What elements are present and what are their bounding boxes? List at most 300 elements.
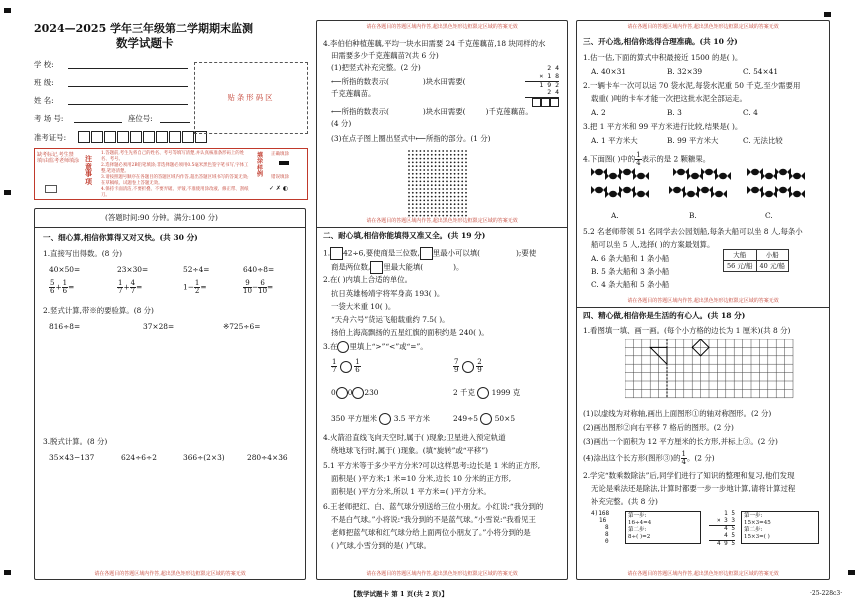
dot (442, 200, 444, 202)
dot (439, 196, 441, 198)
dot (427, 215, 429, 217)
candy-icon (633, 189, 649, 199)
q4-part1: (1)把竖式补充完整。(2 分) (331, 63, 421, 72)
dot (465, 158, 467, 160)
dot (465, 184, 467, 186)
dot (450, 158, 452, 160)
dot (431, 154, 433, 156)
arrow-icon: ⟵ (415, 134, 426, 143)
choice-1-c[interactable]: C. 54×41 (743, 67, 779, 76)
division-steps: 第一步: 16÷4=4 第二步: 8÷( )=2 (625, 511, 701, 544)
dot (427, 150, 429, 152)
dot (435, 192, 437, 194)
choice-5-c[interactable]: C. 4 条大船和 5 条小船 (591, 280, 670, 289)
dot (431, 184, 433, 186)
choice-3-b[interactable]: B. 99 平方米大 (667, 136, 719, 145)
q2-title: 2.竖式计算,带※的要验算。(8 分) (43, 306, 154, 315)
dot (458, 188, 460, 190)
dot (412, 192, 414, 194)
dot (461, 203, 463, 205)
dot (442, 192, 444, 194)
dot (408, 203, 410, 205)
dot (465, 173, 467, 175)
dot (465, 169, 467, 171)
dot (458, 215, 460, 217)
dot (423, 169, 425, 171)
q1-fraction-item: 1− $\frac{1}{2}$ = (183, 279, 207, 295)
dot (427, 169, 429, 171)
dot (435, 165, 437, 167)
dot (439, 154, 441, 156)
dot (454, 196, 456, 198)
section-4-title: 四、精心做,相信你是生活的有心人。(共 18 分) (583, 311, 746, 320)
dot (461, 154, 463, 156)
divider (35, 227, 305, 228)
corner-mark (4, 8, 11, 13)
dot (423, 181, 425, 183)
compare-item: 0 0 230 (331, 388, 379, 397)
dot (431, 196, 433, 198)
draw-1: 1.看图填一填、画一画。(每个小方格的边长为 1 厘米)(共 8 分) (583, 326, 791, 335)
dot (465, 211, 467, 213)
dot (450, 154, 452, 156)
seat-field[interactable] (160, 122, 190, 123)
choice-3: 3.把 1 平方米和 99 平方米进行比较,结果是( )。 (583, 122, 743, 131)
dot (461, 211, 463, 213)
class-field[interactable] (68, 86, 188, 87)
dot (446, 203, 448, 205)
draw-1-2: (2)画出图形②向右平移 7 格后的图形。(2 分) (583, 423, 734, 432)
dot (442, 184, 444, 186)
dot (420, 162, 422, 164)
q3-item: 624÷6÷2 (121, 453, 157, 462)
fill-6d: ( )气球,小雪分到的是( )气球。 (331, 541, 431, 550)
choice-2-a[interactable]: A. 2 (591, 108, 606, 117)
dot (408, 184, 410, 186)
arrow-icon: ⟵ (331, 77, 342, 86)
choice-4-b[interactable]: B. (689, 211, 697, 220)
q1-item: 640÷8= (243, 265, 275, 274)
dot (408, 177, 410, 179)
dot (431, 192, 433, 194)
choice-4: 4.下面图( )中的 $\frac{1}{4}$ 表示的是 2 颗糖果。 (583, 151, 711, 167)
dot (420, 158, 422, 160)
q2-item: ※725÷6= (223, 322, 261, 331)
choice-5-b[interactable]: B. 5 条大船和 3 条小船 (591, 267, 670, 276)
dot (450, 207, 452, 209)
exam-subtitle: 数学试题卡 (116, 36, 174, 50)
dot (458, 207, 460, 209)
dot (465, 188, 467, 190)
absent-note: 缺考标记,考生禁填!由监考老师填涂 (37, 152, 80, 165)
choice-1-a[interactable]: A. 40×31 (591, 67, 627, 76)
fill-wrong-sample: ✓ ✗ ◐ (269, 185, 289, 192)
fill-2a: 抗日英雄杨靖宇将军身高 193( )。 (331, 289, 445, 298)
dot (439, 169, 441, 171)
border-note: 请在各题目的答题区域内作答,超出黑色矩形边框限定区域的答案无效 (94, 570, 246, 577)
fill-wrong: 错误填涂 (271, 175, 289, 180)
corner-mark (848, 570, 855, 575)
dot (461, 184, 463, 186)
dot (423, 184, 425, 186)
dot (435, 203, 437, 205)
dot (435, 188, 437, 190)
dot (435, 207, 437, 209)
dot (461, 165, 463, 167)
fill-5b: 面积是( )平方米;1 米=10 分米,边长 10 分米的正方形, (331, 474, 512, 483)
dot (416, 200, 418, 202)
dot (442, 169, 444, 171)
dot (458, 192, 460, 194)
dot (465, 154, 467, 156)
dot (465, 207, 467, 209)
notice-item: 1.答题前,考生先将自己的姓名、考号等填写清楚,并认真核准条形码上的姓名、考号。 (101, 151, 245, 162)
dot (408, 200, 410, 202)
choice-1-b[interactable]: B. 32×39 (667, 67, 703, 76)
school-field[interactable] (68, 68, 188, 69)
fill-correct: 正确填涂 (271, 152, 289, 157)
draw-1-1: (1)以虚线为对称轴,画出上面图形①的轴对称图形。(2 分) (583, 409, 772, 418)
dot (408, 196, 410, 198)
dot (423, 188, 425, 190)
table-cell: 40 元/船 (756, 261, 789, 272)
dot (423, 211, 425, 213)
dot (423, 162, 425, 164)
dot (435, 184, 437, 186)
dot (442, 165, 444, 167)
q1-title: 1.直接写出得数。(8 分) (43, 249, 122, 258)
dot (423, 196, 425, 198)
dot (412, 173, 414, 175)
notice-item: 3.请按照题号顺序在各题目的答题区域内作答,超出答题区域书写的答案无效;在草稿纸、试题卷上答题无效。 (101, 174, 249, 186)
dot (435, 177, 437, 179)
dot (412, 211, 414, 213)
dot (461, 181, 463, 183)
choice-4-c[interactable]: C. (765, 211, 773, 220)
class-label: 班 级: (34, 78, 54, 87)
dot (442, 188, 444, 190)
dot (412, 162, 414, 164)
dot (439, 207, 441, 209)
dot (423, 192, 425, 194)
dot (408, 173, 410, 175)
dot (412, 169, 414, 171)
dot (427, 207, 429, 209)
admission-label: 准考证号: (34, 133, 67, 142)
dot (461, 215, 463, 217)
q1-item: 23×30= (117, 265, 149, 274)
dot (450, 162, 452, 164)
fill-3: 3.在 里填上“>”“<”或“=”。 (323, 342, 428, 351)
q2-item: 816÷8= (49, 322, 81, 331)
dot (423, 177, 425, 179)
dot (450, 173, 452, 175)
candy-icon (633, 171, 649, 181)
choice-2-c[interactable]: C. 4 (743, 108, 758, 117)
dot (461, 188, 463, 190)
dot-grid (407, 149, 469, 219)
exam-time: (答题时间:90 分钟。满分:100 分) (105, 213, 218, 222)
dot (458, 173, 460, 175)
dot (458, 169, 460, 171)
dot (408, 150, 410, 152)
dot (420, 150, 422, 152)
dot (461, 200, 463, 202)
dot (423, 207, 425, 209)
q4-part3: ⟵所指的数表示( )块水田需要( )千克莲藕苗。 (331, 107, 533, 116)
dot (431, 203, 433, 205)
dot (458, 181, 460, 183)
dot (442, 203, 444, 205)
dot (416, 188, 418, 190)
dot (408, 215, 410, 217)
dot (454, 200, 456, 202)
dot (454, 192, 456, 194)
dot (461, 162, 463, 164)
border-note: 请在各题目的答题区域内作答,超出黑色矩形边框限定区域的答案无效 (366, 570, 518, 577)
dot (416, 169, 418, 171)
seat-label: 座位号: (128, 114, 153, 123)
dot (423, 203, 425, 205)
paper-code: ·25-228c3· (810, 590, 843, 597)
choice-5-a[interactable]: A. 6 条大船和 1 条小船 (591, 254, 670, 263)
dot (465, 150, 467, 152)
compare-item: 249÷5 50×5 (453, 414, 516, 423)
table-header: 大船 (724, 250, 757, 261)
dot (458, 150, 460, 152)
compare-item: 350 平方厘米 3.5 平方米 (331, 414, 431, 423)
border-note: 请在各题目的答题区域内作答,超出黑色矩形边框限定区域的答案无效 (627, 298, 779, 304)
exam-room-field[interactable] (74, 122, 122, 123)
dot (431, 162, 433, 164)
dot (408, 158, 410, 160)
dot (454, 203, 456, 205)
name-field[interactable] (68, 104, 188, 105)
answer-area-1 (34, 208, 306, 580)
notice-strip (34, 148, 308, 200)
q4-part2: ⟵所指的数表示( )块水田需要( (331, 77, 466, 86)
dot (416, 184, 418, 186)
dot (454, 165, 456, 167)
dot (427, 181, 429, 183)
dot (461, 173, 463, 175)
dot (416, 162, 418, 164)
dot (442, 177, 444, 179)
dot (461, 196, 463, 198)
dot (420, 169, 422, 171)
candy-pictures (591, 167, 821, 211)
q1-fraction-item: $\frac{9}{10}$ − $\frac{6}{10}$ = (243, 279, 274, 295)
draw-2: 2.学完“数乘数除法”后,同学们进行了知识的整理和复习,他们发现 (583, 471, 795, 480)
dot (458, 177, 460, 179)
dot (454, 215, 456, 217)
dot (427, 203, 429, 205)
dot (465, 165, 467, 167)
dot (427, 162, 429, 164)
dot (442, 154, 444, 156)
dot (412, 215, 414, 217)
dot (454, 173, 456, 175)
fill-4: 4.火箭沿直线飞向天空时,属于( )现象;卫星进入预定轨道 (323, 433, 506, 442)
boat-price-table (723, 249, 789, 272)
dot (420, 200, 422, 202)
candy-icon (711, 189, 727, 199)
section-2-title: 二、耐心填,相信你能填得又准又全。(共 19 分) (323, 231, 486, 240)
absent-box[interactable] (45, 185, 57, 193)
divider (317, 227, 567, 228)
dot (408, 181, 410, 183)
draw-1-4: (4)涂出这个长方形(图形③)的 $\frac{1}{4}$ 。(2 分) (583, 450, 715, 466)
notice-items (101, 151, 251, 199)
dot (446, 165, 448, 167)
dot (416, 211, 418, 213)
dot (442, 173, 444, 175)
dot (431, 173, 433, 175)
dot (450, 200, 452, 202)
candy-icon (789, 189, 805, 199)
dot (439, 150, 441, 152)
dot (412, 184, 414, 186)
dot (427, 188, 429, 190)
dot (458, 196, 460, 198)
dot (435, 154, 437, 156)
dot (435, 150, 437, 152)
dot (442, 207, 444, 209)
dot (446, 158, 448, 160)
dot (423, 150, 425, 152)
compare-item: $\frac{1}{7}$ $\frac{1}{6}$ (332, 358, 360, 374)
dot (416, 196, 418, 198)
dot (416, 215, 418, 217)
dot (442, 196, 444, 198)
name-label: 姓 名: (34, 96, 54, 105)
dot (454, 150, 456, 152)
candy-icon (715, 171, 731, 181)
square-grid[interactable] (625, 339, 795, 403)
dot (416, 154, 418, 156)
dot (465, 203, 467, 205)
dot (454, 177, 456, 179)
dot (416, 203, 418, 205)
dot (420, 165, 422, 167)
dot (423, 154, 425, 156)
dot (420, 181, 422, 183)
table-cell: 56 元/船 (724, 261, 757, 272)
dot (408, 188, 410, 190)
dot (465, 181, 467, 183)
dot (446, 188, 448, 190)
dot (416, 207, 418, 209)
division-calc: 4)168 16 8 8 0 (591, 510, 610, 545)
dot (431, 169, 433, 171)
dot (446, 200, 448, 202)
dot (408, 165, 410, 167)
border-note: 请在各题目的答题区域内作答,超出黑色矩形边框限定区域的答案无效 (627, 570, 779, 577)
q4-text: 4.李伯伯种植莲藕,平均一块水田需要 24 千克莲藕苗,18 块同样的水 (323, 39, 546, 48)
dot (431, 181, 433, 183)
choice-2-b[interactable]: B. 3 (667, 108, 682, 117)
q4-points: (4 分) (331, 119, 352, 128)
dot (454, 169, 456, 171)
q3-item: 280÷4×36 (247, 453, 288, 462)
choice-3-a[interactable]: A. 1 平方米大 (591, 136, 638, 145)
q3-item: 366÷(2×3) (183, 453, 225, 462)
draw-1-3: (3)画出一个面积为 12 平方厘米的长方形,并标上③。(2 分) (583, 437, 778, 446)
choice-2b: 载重( )吨的卡车才能一次把这批水泥全部运走。 (591, 94, 747, 103)
dot (442, 158, 444, 160)
dot (420, 203, 422, 205)
dot (458, 158, 460, 160)
dot (412, 165, 414, 167)
choice-2: 2.一辆卡车一次可以运 70 袋水泥,每袋水泥重 50 千克,至少需要用 (583, 81, 801, 90)
dot (435, 215, 437, 217)
q4-part4: (3)在点子图上圈出竖式中⟵所指的部分。(1 分) (331, 134, 491, 143)
dot (412, 158, 414, 160)
exam-title: 2024—2025 学年三年级第二学期期末监测 (34, 22, 254, 35)
dot (442, 150, 444, 152)
dot (408, 207, 410, 209)
choice-3-c[interactable]: C. 无法比较 (743, 136, 783, 145)
fill-1: 1. 42÷6,要使商是三位数, 里最小可以填( );要使 (323, 247, 536, 260)
dot (435, 200, 437, 202)
dot (416, 158, 418, 160)
dot (450, 215, 452, 217)
page-footer: 【数学试题卡 第 1 页(共 2 页)】 (350, 590, 449, 598)
vertical-calc: 2 4 × 1 8 1 9 2 2 4 (525, 65, 559, 107)
fill-2d: 扬伯上海高飘扬的五星红旗的面积约是 240( )。 (331, 328, 489, 337)
dot (427, 158, 429, 160)
corner-mark (824, 12, 831, 17)
dot (431, 207, 433, 209)
dot (431, 150, 433, 152)
dot (446, 215, 448, 217)
dot (435, 158, 437, 160)
dot (461, 169, 463, 171)
dot (420, 173, 422, 175)
school-label: 学 校: (34, 60, 54, 69)
dot (442, 162, 444, 164)
dot (458, 154, 460, 156)
dot (458, 203, 460, 205)
barcode-area (194, 62, 308, 134)
dot (427, 154, 429, 156)
dot (420, 207, 422, 209)
answer-area-2 (316, 20, 568, 580)
dot (439, 215, 441, 217)
choice-5: 5.2 名老师带领 51 名同学去公园划船,每条大船可以坐 8 人,每条小 (583, 227, 803, 236)
dot (458, 200, 460, 202)
dot (416, 192, 418, 194)
dot (439, 211, 441, 213)
divider (577, 307, 829, 308)
dot (458, 162, 460, 164)
dot (412, 150, 414, 152)
dot (454, 181, 456, 183)
multiplication-steps: 第一步: 15×3=45 第二步: 15×3=( ) (741, 511, 819, 544)
dot (408, 211, 410, 213)
choice-4-a[interactable]: A. (611, 211, 619, 220)
dot (465, 200, 467, 202)
q4-text: 田需要多少千克莲藕苗?(共 6 分) (331, 51, 439, 60)
admission-boxes[interactable] (78, 131, 208, 143)
dot (439, 192, 441, 194)
notice-title: 注意事项 (85, 154, 92, 187)
q3-title: 3.脱式计算。(8 分) (43, 437, 108, 446)
q1-item: 40×50= (49, 265, 81, 274)
dot (412, 177, 414, 179)
dot (439, 184, 441, 186)
dot (431, 165, 433, 167)
